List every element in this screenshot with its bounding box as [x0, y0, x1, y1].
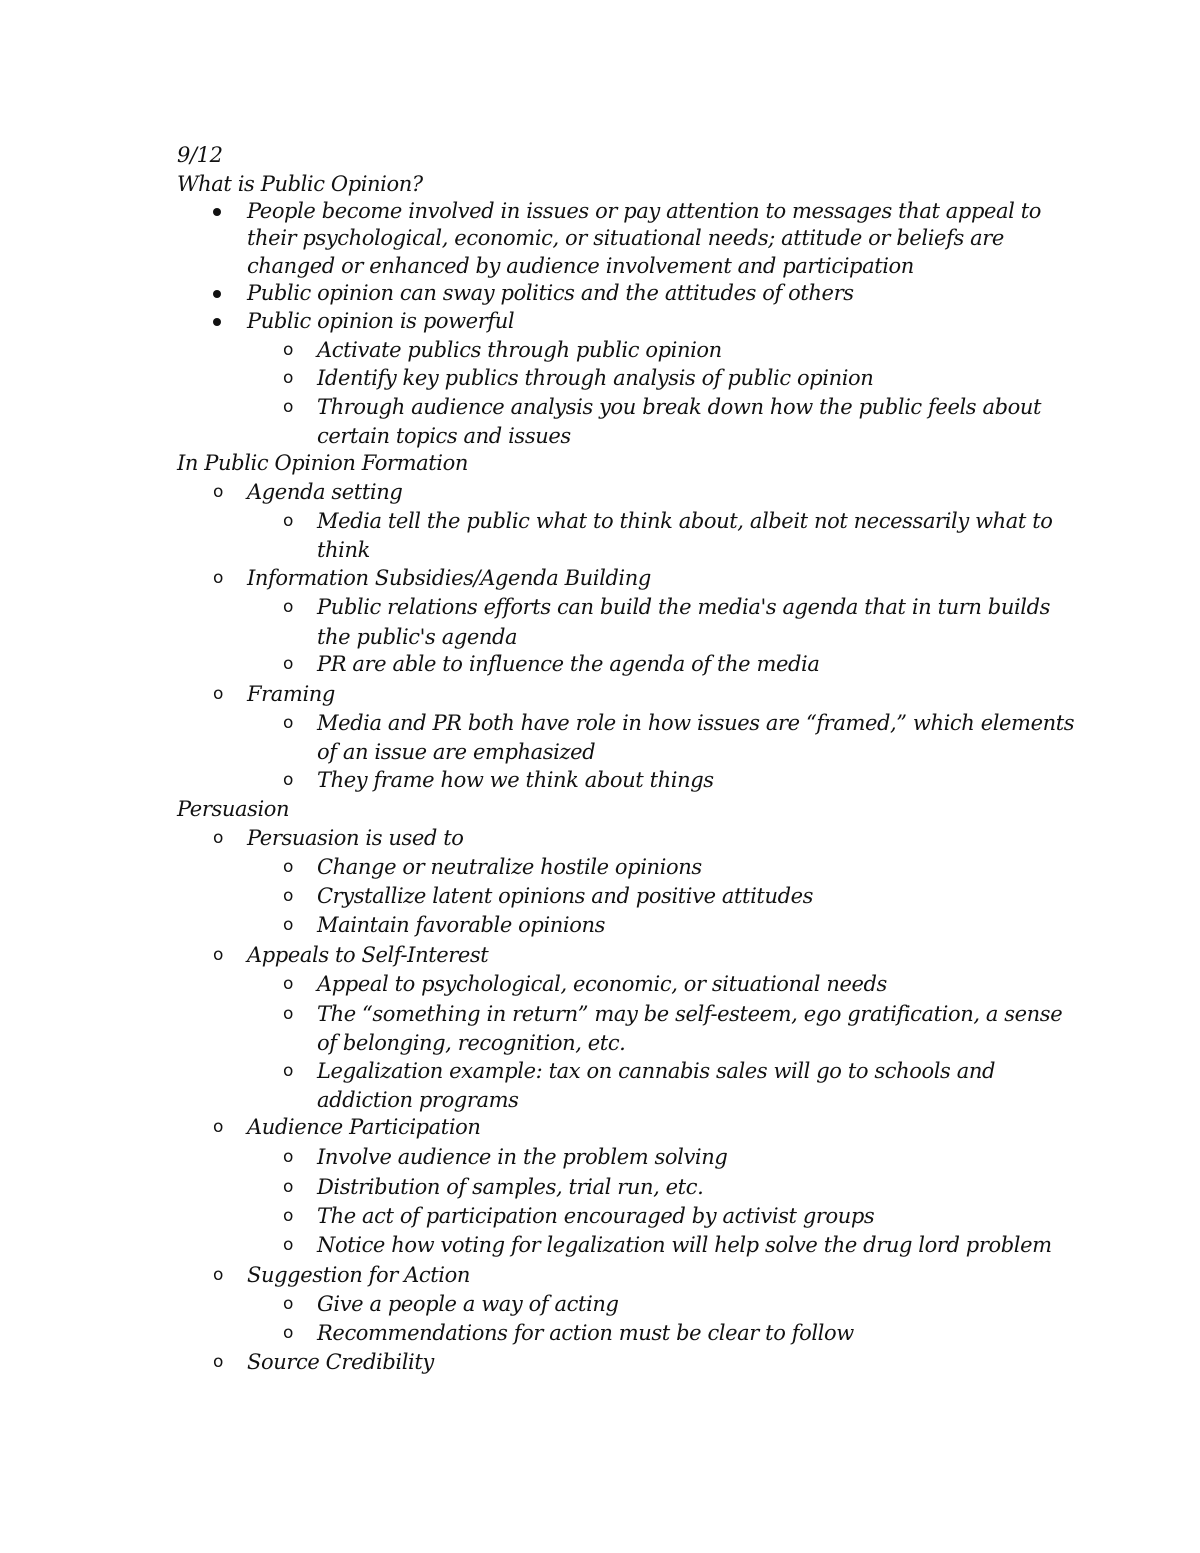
sub-item-text: think [317, 538, 370, 562]
circle-bullet-icon: o [283, 857, 294, 877]
list-item-text: People become involved in issues or pay attention to messages that appeal to [247, 199, 1042, 223]
circle-bullet-icon: o [213, 1265, 224, 1285]
circle-bullet-icon: o [283, 1235, 294, 1255]
sub-item-text: Crystallize latent opinions and positive attitudes [317, 884, 814, 908]
list-item-text: changed or enhanced by audience involvement and participation [247, 254, 914, 278]
sub-item-text: Activate publics through public opinion [317, 338, 722, 362]
circle-bullet-icon: o [213, 1117, 224, 1137]
sub-item-text: Public relations efforts can build the media's agenda that in turn builds [317, 595, 1050, 619]
sub-item-text: The “something in return” may be self-esteem, ego gratification, a sense [317, 1002, 1063, 1026]
sub-item-text: Legalization example: tax on cannabis sales will go to schools and [317, 1059, 995, 1083]
circle-bullet-icon: o [213, 568, 224, 588]
circle-bullet-icon: o [213, 1352, 224, 1372]
circle-bullet-icon: o [283, 1004, 294, 1024]
list-item-text: Audience Participation [247, 1115, 481, 1139]
sub-item-text: Identify key publics through analysis of public opinion [317, 366, 874, 390]
list-item-text: Appeals to Self-Interest [247, 943, 489, 967]
sub-item-text: addiction programs [317, 1088, 519, 1112]
sub-item-text: They frame how we think about things [317, 768, 714, 792]
sub-item-text: Notice how voting for legalization will help solve the drug lord problem [317, 1233, 1052, 1257]
circle-bullet-icon: o [283, 1323, 294, 1343]
circle-bullet-icon: o [283, 654, 294, 674]
sub-item-text: Recommendations for action must be clear to follow [317, 1321, 854, 1345]
section-heading: In Public Opinion Formation [177, 451, 468, 475]
sub-item-text: Media tell the public what to think about, albeit not necessarily what to [317, 509, 1053, 533]
list-item-text: Framing [247, 682, 335, 706]
circle-bullet-icon: o [283, 1177, 294, 1197]
circle-bullet-icon: o [283, 886, 294, 906]
list-item-text: Persuasion is used to [247, 826, 464, 850]
sub-item-text: Media and PR both have role in how issues are “framed,” which elements [317, 711, 1075, 735]
sub-item-text: The act of participation encouraged by activist groups [317, 1204, 875, 1228]
circle-bullet-icon: o [213, 482, 224, 502]
sub-item-text: Appeal to psychological, economic, or situational needs [317, 972, 887, 996]
circle-bullet-icon: o [283, 511, 294, 531]
date-heading: 9/12 [177, 143, 223, 167]
bullet-icon [213, 197, 221, 226]
circle-bullet-icon: o [283, 1147, 294, 1167]
circle-bullet-icon: o [213, 945, 224, 965]
list-item-text: Agenda setting [247, 480, 403, 504]
section-heading: What is Public Opinion? [177, 172, 423, 196]
list-item-text: Source Credibility [247, 1350, 434, 1374]
sub-item-text: Involve audience in the problem solving [317, 1145, 728, 1169]
sub-item-text: Give a people a way of acting [317, 1292, 619, 1316]
sub-item-text: Through audience analysis you break down how the public feels about [317, 395, 1042, 419]
sub-item-text: PR are able to influence the agenda of the media [317, 652, 820, 676]
bullet-icon [213, 307, 221, 336]
sub-item-text: certain topics and issues [317, 424, 571, 448]
sub-item-text: Maintain favorable opinions [317, 913, 605, 937]
circle-bullet-icon: o [283, 368, 294, 388]
circle-bullet-icon: o [283, 1206, 294, 1226]
sub-item-text: of belonging, recognition, etc. [317, 1031, 626, 1055]
circle-bullet-icon: o [283, 770, 294, 790]
circle-bullet-icon: o [283, 397, 294, 417]
circle-bullet-icon: o [213, 684, 224, 704]
bullet-icon [213, 279, 221, 308]
sub-item-text: the public's agenda [317, 625, 518, 649]
circle-bullet-icon: o [283, 1061, 294, 1081]
sub-item-text: of an issue are emphasized [317, 740, 596, 764]
circle-bullet-icon: o [283, 597, 294, 617]
circle-bullet-icon: o [283, 915, 294, 935]
sub-item-text: Change or neutralize hostile opinions [317, 855, 702, 879]
list-item-text: their psychological, economic, or situational needs; attitude or beliefs are [247, 226, 1004, 250]
list-item-text: Information Subsidies/Agenda Building [247, 566, 651, 590]
section-heading: Persuasion [177, 797, 290, 821]
sub-item-text: Distribution of samples, trial run, etc. [317, 1175, 704, 1199]
circle-bullet-icon: o [283, 1294, 294, 1314]
list-item-text: Public opinion is powerful [247, 309, 515, 333]
circle-bullet-icon: o [213, 828, 224, 848]
circle-bullet-icon: o [283, 713, 294, 733]
circle-bullet-icon: o [283, 340, 294, 360]
list-item-text: Public opinion can sway politics and the attitudes of others [247, 281, 854, 305]
list-item-text: Suggestion for Action [247, 1263, 470, 1287]
circle-bullet-icon: o [283, 974, 294, 994]
